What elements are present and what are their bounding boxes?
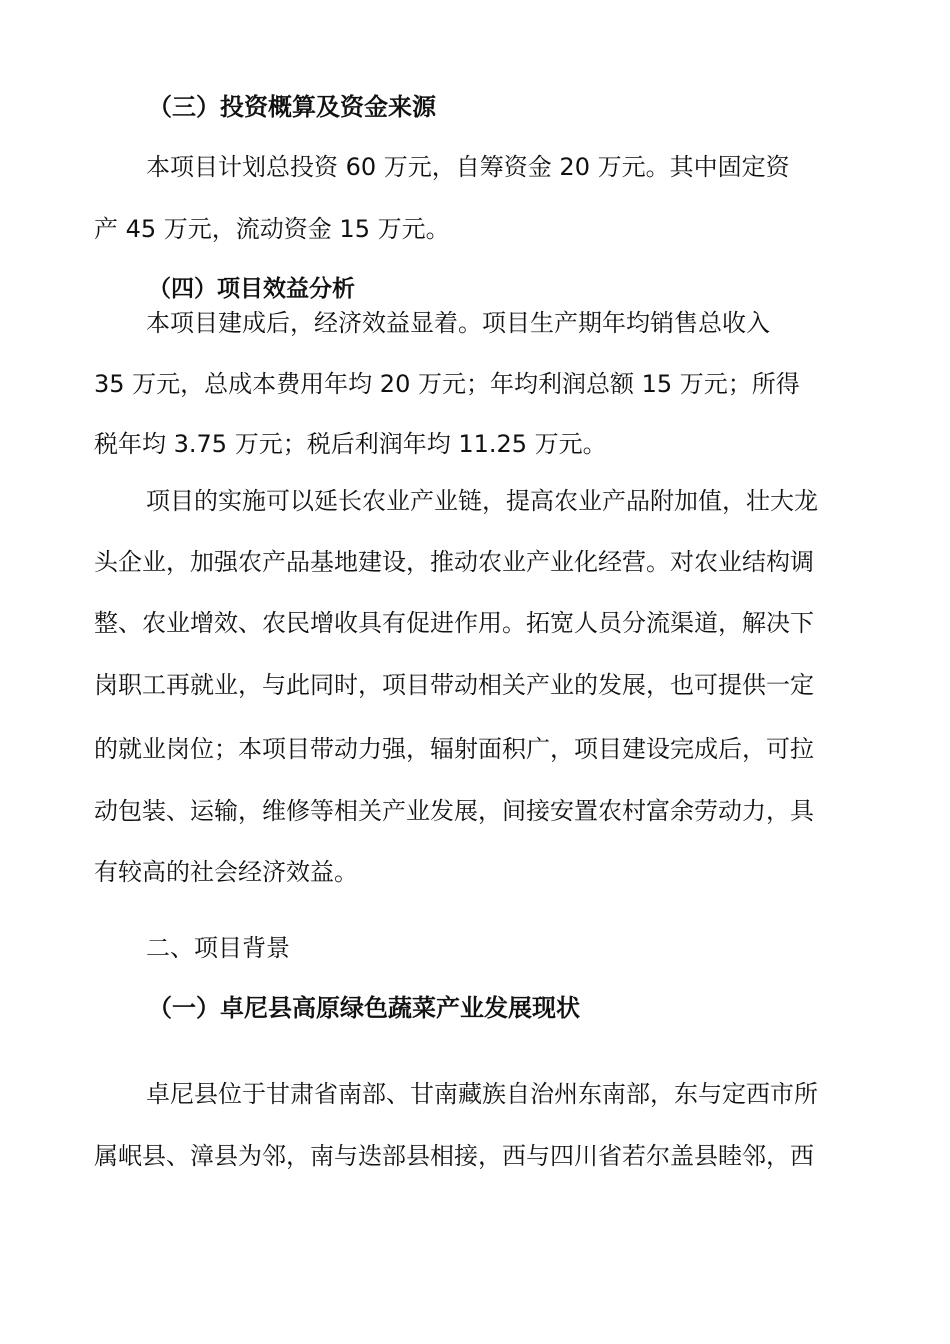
paragraph-line: 岗职工再就业，与此同时，项目带动相关产业的发展，也可提供一定: [94, 671, 814, 699]
paragraph-line: 动包装、运输，维修等相关产业发展，间接安置农村富余劳动力，具: [94, 797, 814, 825]
paragraph-line: 产 45 万元，流动资金 15 万元。: [94, 215, 450, 243]
paragraph-line: 税年均 3.75 万元；税后利润年均 11.25 万元。: [94, 430, 607, 458]
paragraph-line: 整、农业增效、农民增收具有促进作用。拓宽人员分流渠道，解决下: [94, 609, 814, 637]
heading-benefit: （四）项目效益分析: [148, 276, 355, 301]
paragraph-line: 头企业，加强农产品基地建设，推动农业产业化经营。对农业结构调: [94, 548, 814, 576]
heading-investment: （三）投资概算及资金来源: [148, 93, 436, 121]
section-title-background: 二、项目背景: [146, 934, 290, 962]
paragraph-line: 有较高的社会经济效益。: [94, 858, 358, 886]
paragraph-line: 本项目计划总投资 60 万元，自筹资金 20 万元。其中固定资: [146, 153, 790, 181]
paragraph-line: 属岷县、漳县为邻，南与迭部县相接，西与四川省若尔盖县睦邻，西: [94, 1142, 814, 1170]
paragraph-line: 卓尼县位于甘肃省南部、甘南藏族自治州东南部，东与定西市所: [146, 1080, 818, 1108]
heading-vegetable-industry: （一）卓尼县高原绿色蔬菜产业发展现状: [148, 994, 580, 1022]
paragraph-line: 35 万元，总成本费用年均 20 万元；年均利润总额 15 万元；所得: [94, 370, 800, 398]
paragraph-line: 本项目建成后，经济效益显着。项目生产期年均销售总收入: [146, 309, 770, 337]
paragraph-line: 的就业岗位；本项目带动力强，辐射面积广，项目建设完成后，可拉: [94, 735, 814, 763]
paragraph-line: 项目的实施可以延长农业产业链，提高农业产品附加值，壮大龙: [146, 487, 818, 515]
